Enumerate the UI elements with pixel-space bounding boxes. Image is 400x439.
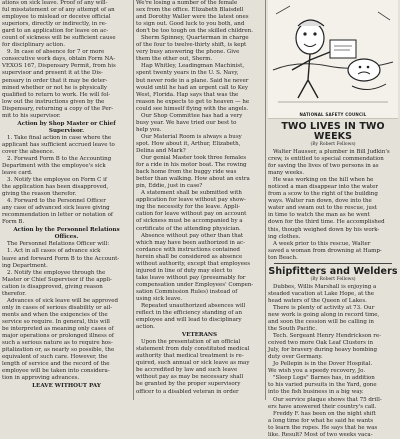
- paragraph: Advances of sick leave will be approved only in cases of serious disability or ail- ments and when the exigencies of the service so require. In general, this will be interpreted as meaning only cases of major operations or prolonged illness of such a serious nature as to require hos- pitalization or, as nearly so possible, the equivalent of such care. However, the length of service and the record of the employee will be taken into considera- tion in approving advances.: [2, 297, 118, 382]
- paragraph: "Sleep Logs" Barnes has, in addition to his varied pursuits in the Yard, gone into the fish business in a big way.: [268, 375, 377, 396]
- headline: TWO LIVES IN TWO WEEKS: [281, 121, 385, 142]
- byline-2: (By Robert Fellows): [310, 276, 356, 282]
- paragraph: Repeated unauthorized absences will reflect in the efficiency standing of an employee and will lead to disciplinary action.: [136, 303, 246, 331]
- step-2: 2. Forward Form B to the Accounting Department with the employee's sick leave card.: [2, 155, 112, 177]
- step-4: 4. Forward to the Personnel Officer any case of advanced sick leave giving recommendation in letter or notation of Form B.: [2, 198, 113, 226]
- paragraph: Jo Pellepin is in the Dover Hospital. We wish you a speedy recovery, Jo.: [268, 361, 373, 375]
- column-rule-right: [265, 0, 266, 400]
- left-column: [2, 0, 131, 400]
- paragraph: Absence without pay other than that which may have been authorized in ac- cordance with instructions contained herein shall be considered as absence without authority, except that employees injured in line of duty may elect to take leave without pay (presumably for compensation under Employees' Compen- sation Commission Rules) instead of using sick leave.: [136, 232, 254, 302]
- section-heading-personnel: Action by the Personnel Relations Offices.: [13, 227, 120, 241]
- paragraph: We're losing a number of the female sex from the office. Elizabeth Blaisdell and Dorothy Waller were the latest ones to sign out. Good luck to you both, and don't be too tough on the skilled children.: [136, 0, 253, 35]
- paragraph: Dubbes, Willis Marshall is enjoying a steaded vacation at Lake Hope, at the head waters of the Queen of Lakes.: [268, 283, 377, 304]
- headline-2: Shipfitters and Welders: [268, 265, 398, 277]
- paragraph: He was working on the hill when he noticed a man disappear into the water from a scow to the right of the building ways. Walter ran down, dove into the water and swam out to the rescue, just in time to watch the man as he went down for the third time. He accomplished this, though weighed down by his work- ing clothes.: [268, 177, 385, 240]
- middle-column: [136, 0, 263, 400]
- paragraph: Walter Hausser, a plumber in Bill Judkin's crew, is entitled to special commendation for saving the lives of two persons in as many weeks.: [268, 149, 390, 177]
- column-rule-left: [133, 0, 134, 400]
- paragraph: Our service plaque shows that 75 drill- ers have answered their country's call.: [268, 396, 382, 410]
- paragraph: Upon the presentation of an official statement from duly constituted medical authority that medical treatment is re- quired, such annual or sick leave as may be accredited by law and such leave without pay as may be necessary shall be granted by the proper supervisory officer to a disabled veteran in order: [136, 339, 250, 395]
- paragraph: The Personnel Relations Officer will:: [7, 241, 110, 248]
- paragraph: Freddy F. has been on the night shift a long time for what he said he wants to learn the ropes. He says that he was like. Result? Most of two weeks vaca-: [268, 410, 378, 438]
- cartoon-credit: NATIONAL SAFETY COUNCIL: [299, 112, 367, 117]
- cartoon-illustration: [268, 0, 398, 118]
- paragraph: A statement shall be submitted with application for leave without pay show- ing the necessity for the leave. Appli- cation for leave without pay on account of sickness must be accompanied by a certificate of the attending physician.: [136, 190, 247, 232]
- paragraph: Tech. Sergeant Henry Hendrickson re- ceived two more Oak Leaf Clusters in July, for bravery during heavy bombing duty over Germany.: [268, 333, 381, 361]
- paragraph: 1. Act in all cases of advance sick leave and forward Form B to the Account- ing Department.: [2, 248, 120, 269]
- paragraph: Sherm Spinney, Quarterman in charge of the four to twelve-thirty shift, is kept very busy answering the phone. Give them the other out, Sherm.: [136, 35, 249, 63]
- step-1: 1. Take final action in case where the applicant has sufficient accrued leave to cover the absence.: [2, 134, 115, 155]
- paragraph: 2. Notify the employee through the Master or Chief Supervisor if the appli- cation is disapproved, giving reason therefor.: [2, 269, 112, 297]
- safety-cartoon: [268, 0, 398, 119]
- paragraph: A week prior to this rescue, Walter saved a woman from drowning at Hamp- ton Beach.: [268, 240, 382, 261]
- byline: (By Robert Fellows): [310, 142, 356, 147]
- paragraph: Hap Whitley, Leadingman Machinist, spent twenty years in the U. S. Navy, but never rode in a plane. Said he never would until he had an urgent call to Key West, Florida. Hap says that was the reason he expects to get to heaven — he could see himself flying with the angels.: [136, 63, 250, 112]
- section-heading-leave: LEAVE WITHOUT PAY: [32, 383, 101, 390]
- paragraph: Our Shop Committee has had a very busy year. We have tried our best to help you.: [136, 112, 243, 133]
- section-heading-supervisor: Action by Shop Master or Chief Supervisor.: [17, 120, 116, 134]
- paragraph: Our Material Room is always a busy spot. How about it, Arthur, Elizabeth, Delina and Mark?: [136, 133, 242, 154]
- right-column: [268, 0, 398, 438]
- section-heading-veterans: VETERANS: [181, 332, 218, 339]
- paragraph: 9. In case of absence for 7 or more consecutive work days, obtain Form NA- VEXOS 167, Dispensary Permit, from his supervisor and present it at the Dis- pensary in order that it may be deter- mined whether or not he is physically qualified to return to work. He will fol- low out the instructions given by the Dispensary, returning a copy of the Per- mit to his supervisor.: [2, 49, 116, 119]
- paragraph: Our genial Master took three females for a ride in his motor boat. The rowing back home from the buggy ride was better than walking. How about an extra pin, Eddie, just in case?: [136, 155, 250, 190]
- step-3: 3. Notify the employee on Form C if the application has been disapproved, giving the reason therefor.: [2, 177, 109, 198]
- paragraph: ations on sick leave. Proof of any will- ful misstatement or of any attempt of an employee to mislead or deceive official superiors, directly or indirectly, in re- gard to an application for leave on ac- count of sickness will be sufficient cause for disciplinary action.: [2, 0, 116, 49]
- paragraph: There is plenty of activity at 73. Our new work is going along in record time, and soon the cession will be calling in the South Pacific.: [268, 304, 380, 333]
- section-divider: [274, 263, 392, 264]
